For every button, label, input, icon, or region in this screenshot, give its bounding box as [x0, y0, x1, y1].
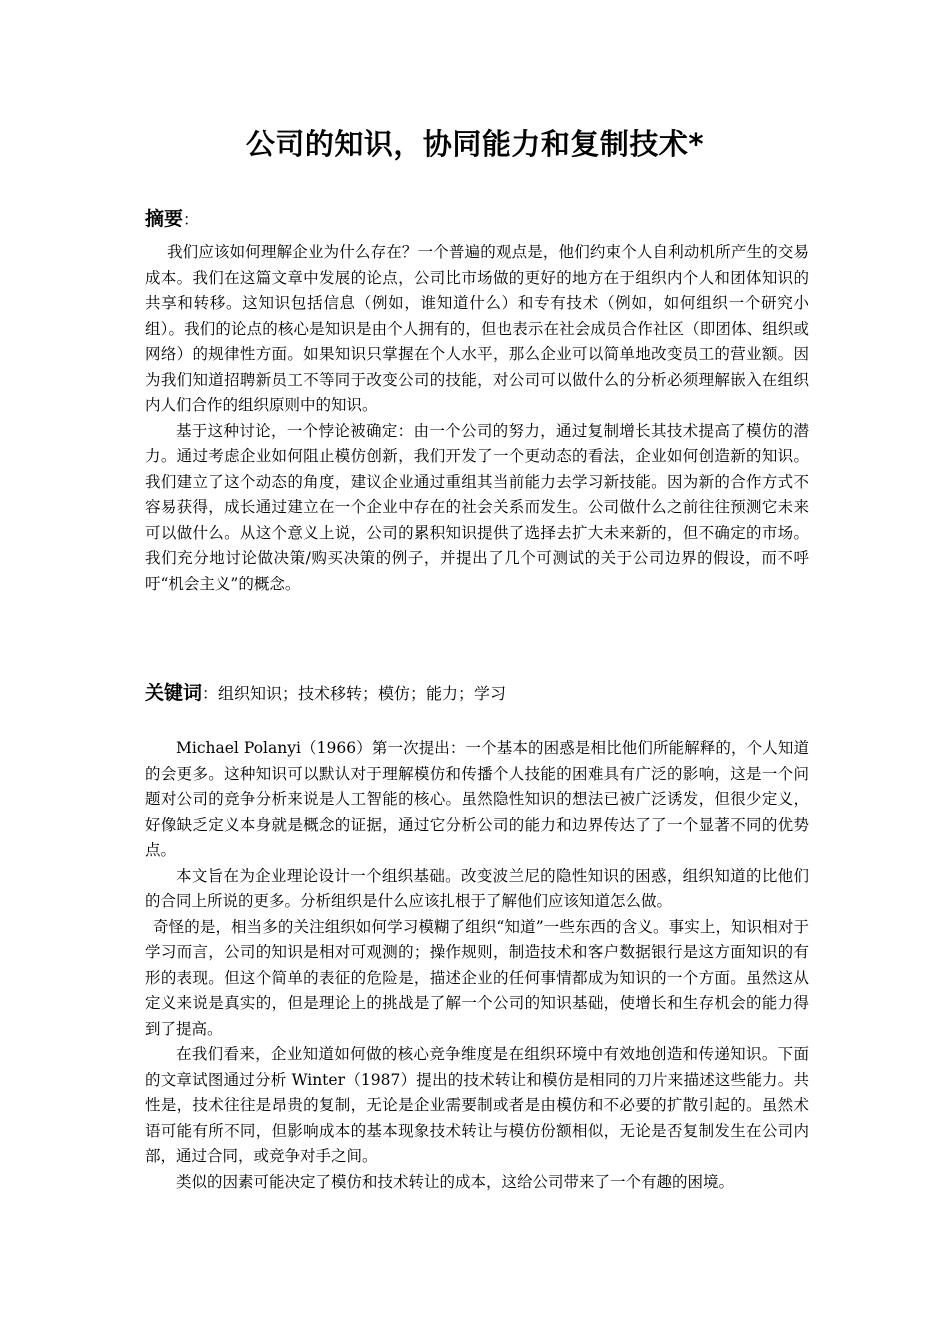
keywords-line — [145, 678, 506, 705]
abstract-heading — [145, 204, 199, 231]
keywords-text: 组织知识；技术移转；模仿；能力；学习 — [218, 684, 507, 703]
body-paragraph: 在我们看来，企业知道如何做的核心竞争维度是在组织环境中有效地创造和传递知识。下面的文章试图通过分析 Winter（1987）提出的技术转让和模仿是相同的刀片来描述这些能力。共性是，技术往往是昂贵的复制，无论是企业需要制或者是由模仿和不必要的扩散引起的。虽然术语可能有所不同，但影响成本的基本现象技术转让与模仿份额相似，无论是否复制发生在公司内部，通过合同，或竞争对手之间。 — [145, 1045, 809, 1165]
body-paragraph: 类似的因素可能决定了模仿和技术转让的成本，这给公司带来了一个有趣的困境。 — [176, 1172, 735, 1191]
main-body — [145, 736, 809, 1195]
body-paragraph: 奇怪的是，相当多的关注组织如何学习模糊了组织“知道”一些东西的含义。事实上，知识相对于学习而言，公司的知识是相对可观测的；操作规则，制造技术和客户数据银行是这方面知识的有形的表现。但这个简单的表征的危险是，描述企业的任何事情都成为知识的一个方面。虽然这从定义来说是真实的，但是理论上的挑战是了解一个公司的知识基础，使增长和生存机会的能力得到了提高。 — [145, 917, 809, 1038]
document-title: 公司的知识，协同能力和复制技术* — [245, 127, 705, 161]
body-paragraph: Michael Polanyi（1966）第一次提出：一个基本的困惑是相比他们所能解释的，个人知道的会更多。这种知识可以默认对于理解模仿和传播个人技能的困难具有广泛的影响，这是一个问题对公司的竞争分析来说是人工智能的核心。虽然隐性知识的想法已被广泛诱发，但很少定义，好像缺乏定义本身就是概念的证据，通过它分析公司的能力和边界传达了了一个显著不同的优势点。 — [145, 739, 809, 859]
abstract-paragraph: 我们应该如何理解企业为什么存在？一个普遍的观点是，他们约束个人自利动机所产生的交易成本。我们在这篇文章中发展的论点，公司比市场做的更好的地方在于组织内个人和团体知识的共享和转移。这知识包括信息（例如，谁知道什么）和专有技术（例如，如何组织一个研究小组）。我们的论点的核心是知识是由个人拥有的，但也表示在社会成员合作社区（即团体、组织或网络）的规律性方面。如果知识只掌握在个人水平，那么企业可以简单地改变员工的营业额。因为我们知道招聘新员工不等同于改变公司的技能，对公司可以做什么的分析必须理解嵌入在组织内人们合作的组织原则中的知识。 — [145, 243, 809, 414]
keywords-label-colon: ： — [202, 684, 219, 703]
body-paragraph: 本文旨在为企业理论设计一个组织基础。改变波兰尼的隐性知识的困惑，组织知道的比他们的合同上所说的更多。分析组织是什么应该扎根于了解他们应该知道怎么做。 — [145, 866, 809, 910]
abstract-label: 摘要 — [145, 208, 184, 230]
keywords-label: 关键词 — [145, 682, 203, 704]
abstract-paragraph: 基于这种讨论，一个悖论被确定：由一个公司的努力，通过复制增长其技术提高了模仿的潜力。通过考虑企业如何阻止模仿创新，我们开发了一个更动态的看法，企业如何创造新的知识。我们建立了这个动态的角度，建议企业通过重组其当前能力去学习新技能。因为新的合作方式不容易获得，成长通过建立在一个企业中存在的社会关系而发生。公司做什么之前往往预测它未来可以做什么。从这个意义上说，公司的累积知识提供了选择去扩大未来新的，但不确定的市场。我们充分地讨论做决策/购买决策的例子，并提出了几个可测试的关于公司边界的假设，而不呼吁“机会主义”的概念。 — [145, 421, 809, 593]
abstract-label-colon: ： — [183, 210, 200, 229]
abstract-body — [145, 240, 809, 597]
